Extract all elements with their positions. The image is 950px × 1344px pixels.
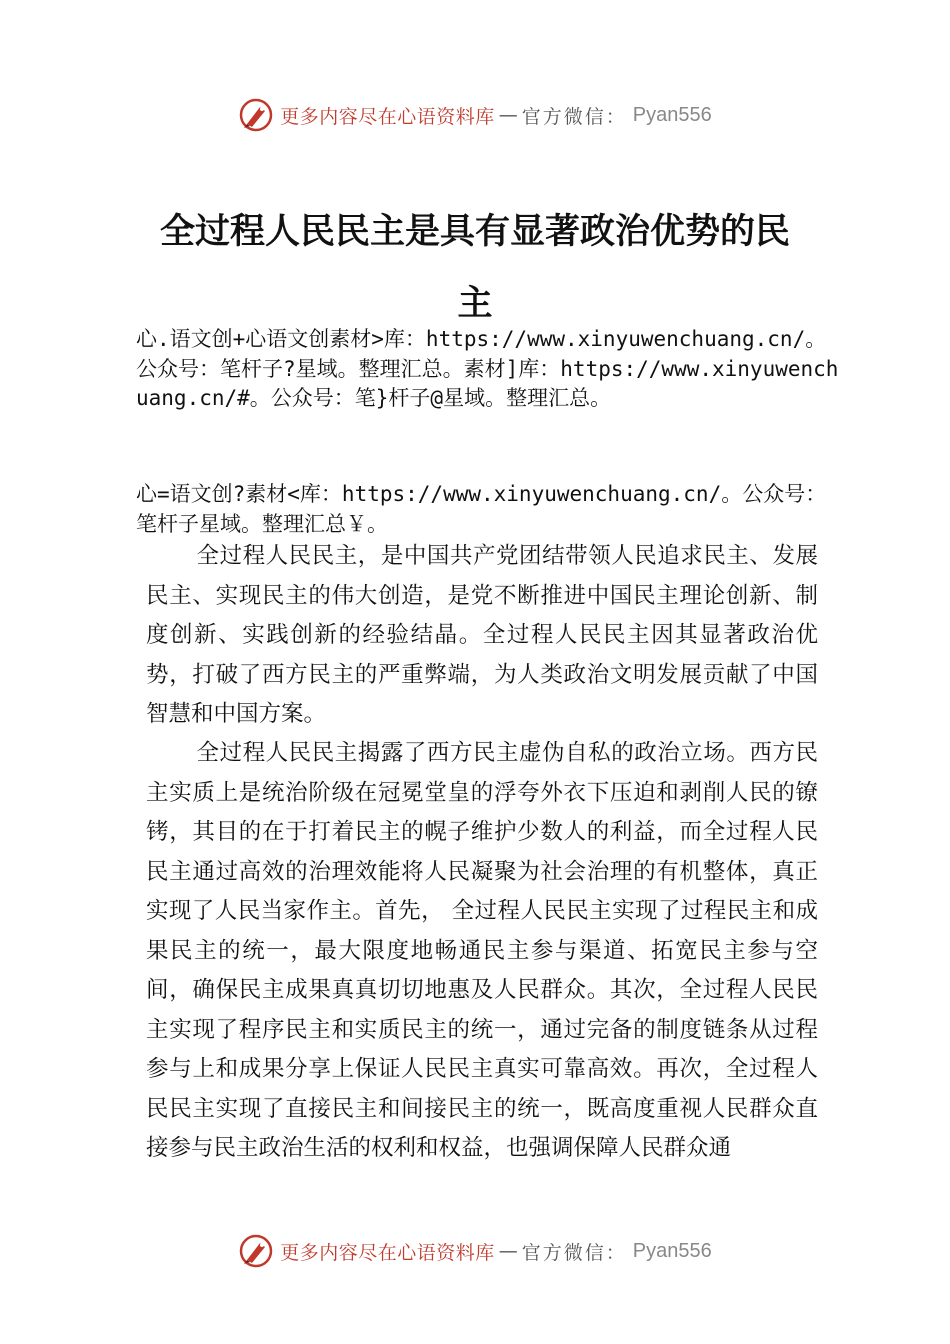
pen-nib-logo-icon: [238, 97, 274, 133]
header-banner: [0, 90, 950, 140]
pen-nib-logo-icon: [238, 1233, 274, 1269]
footer-separator: —: [498, 1240, 518, 1262]
document-title-line-2: 主: [457, 283, 493, 324]
header-separator: —: [498, 104, 518, 126]
header-wechat-id: Pyan556: [632, 103, 712, 126]
header-promo-text: 更多内容尽在心语资料库: [280, 105, 495, 128]
body-paragraph-1: [146, 537, 818, 735]
footer-banner: [0, 1226, 950, 1276]
body-paragraph-1-text: 全过程人民民主，是中国共产党团结带领人民追求民主、发展民主、实现民主的伟大创造，是党不断推进中国民主理论创新、制度创新、实践创新的经验结晶。全过程人民民主因其显著政治优势，打破了西方民主的严重弊端，为人类政治文明发展贡献了中国智慧和中国方案。: [146, 543, 818, 727]
footer-promo-text: 更多内容尽在心语资料库: [280, 1241, 495, 1264]
footer-wechat-id: Pyan556: [632, 1239, 712, 1262]
document-title-line-1: 全过程人民民主是具有显著政治优势的民: [159, 211, 790, 252]
source-note-1: 心.语文创+心语文创素材>库：https://www.xinyuwenchuang.cn/。公众号：笔杆子?星域。整理汇总。素材]库：https://www.xinyuwenchuang.cn/#。公众号：笔}杆子@星域。整理汇总。: [136, 327, 839, 410]
body-paragraph-2-text: 全过程人民民主揭露了西方民主虚伪自私的政治立场。西方民主实质上是统治阶级在冠冕堂皇的浮夸外衣下压迫和剥削人民的镣铐，其目的在于打着民主的幌子维护少数人的利益，而全过程人民民主通过高效的治理效能将人民凝聚为社会治理的有机整体，真正实现了人民当家作主。首先， 全过程人民民主实现了过程民主和成果民主的统一，最大限度地畅通民主参与渠道、拓宽民主参与空间，确保民主成果真真切切地惠及人民群众。其次，全过程人民民主实现了程序民主和实质民主的统一，通过完备的制度链条从过程参与上和成果分享上保证人民民主真实可靠高效。再次，全过程人民民主实现了直接民主和间接民主的统一，既高度重视人民群众直接参与民主政治生活的权利和权益，也强调保障人民群众通: [146, 740, 818, 1161]
header-wechat-label: 官方微信：: [521, 105, 627, 128]
body-paragraph-2: [146, 734, 818, 1169]
source-note-2: 心=语文创?素材<库：https://www.xinyuwenchuang.cn/。公众号：笔杆子星域。整理汇总￥。: [136, 482, 827, 536]
footer-wechat-label: 官方微信：: [521, 1241, 627, 1264]
